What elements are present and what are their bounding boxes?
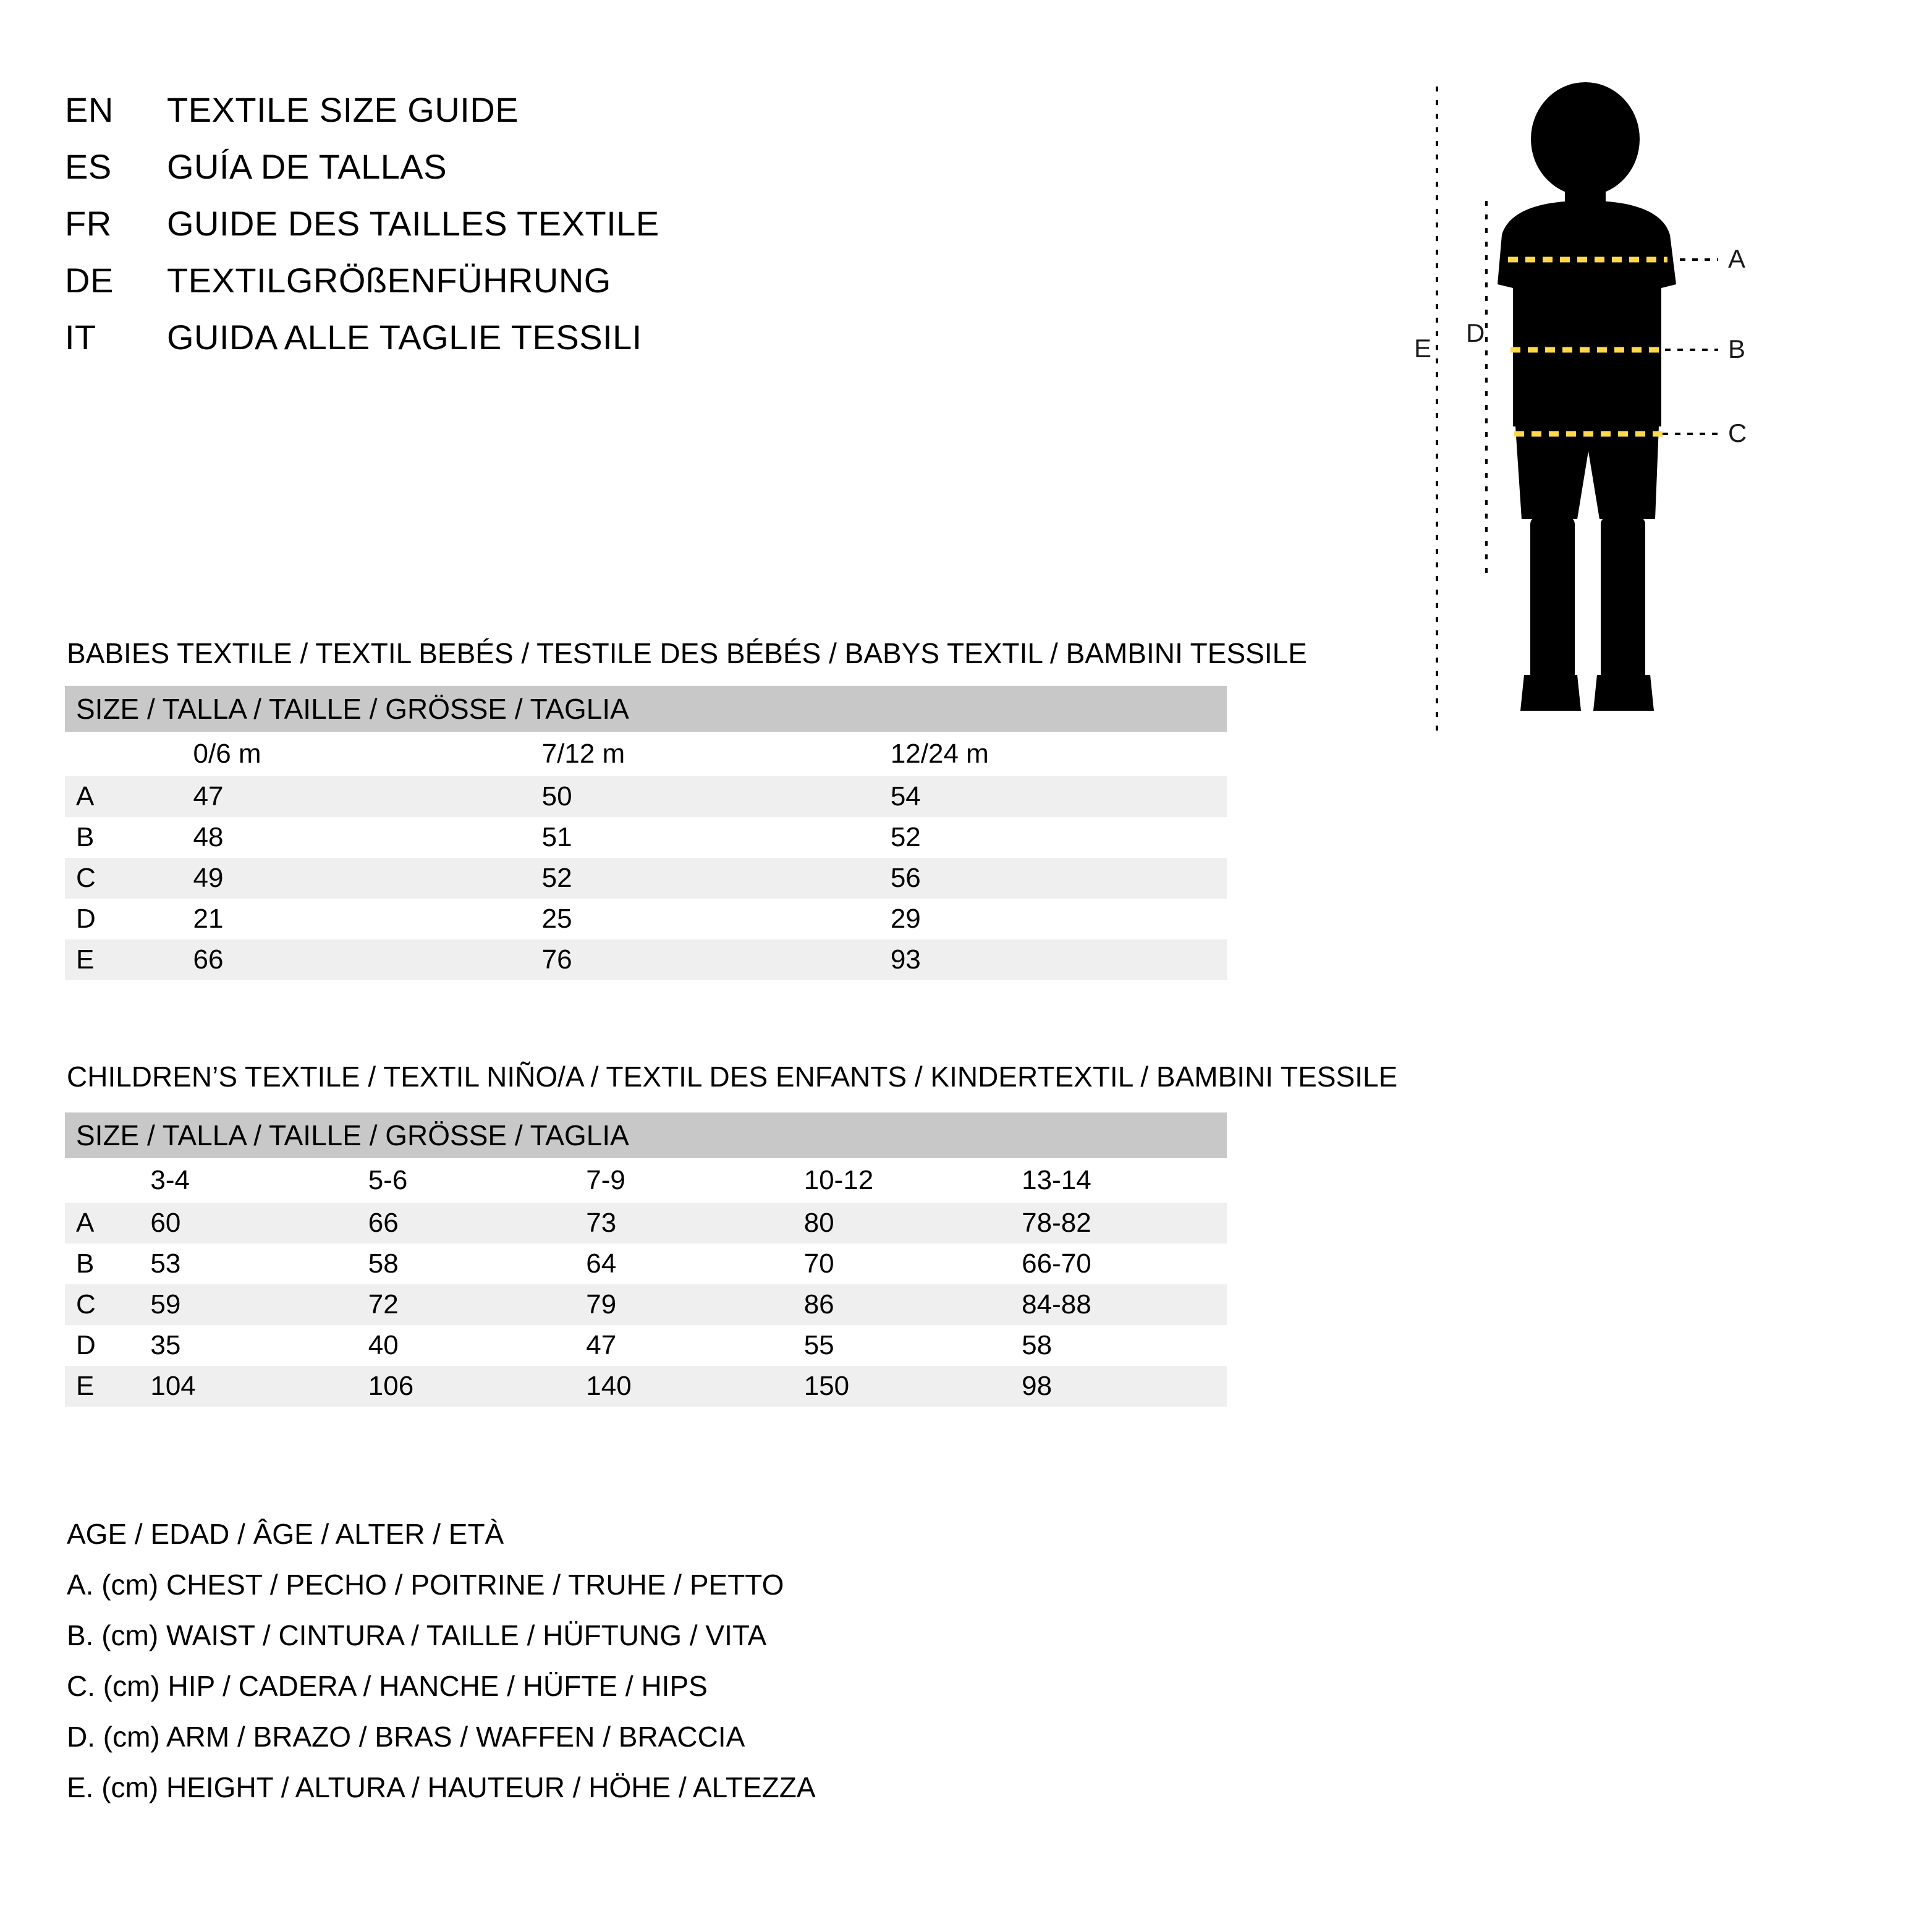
children-band-label: SIZE / TALLA / TAILLE / GRÖSSE / TAGLIA [65, 1112, 1227, 1158]
cell-value: 53 [138, 1244, 355, 1284]
cell-value: 21 [181, 899, 530, 939]
table-row [65, 1366, 1227, 1407]
cell-value: 66-70 [1009, 1244, 1227, 1284]
table-row [65, 939, 1227, 980]
column-header: 7/12 m [530, 732, 878, 776]
cell-value: 78-82 [1009, 1203, 1227, 1244]
column-header: 0/6 m [181, 732, 530, 776]
cell-value: 55 [792, 1325, 1009, 1366]
cell-value: 80 [792, 1203, 1009, 1244]
language-title: TEXTILE SIZE GUIDE [167, 90, 519, 129]
cell-value: 47 [574, 1325, 791, 1366]
language-code: FR [65, 204, 112, 243]
cell-value: 51 [530, 817, 878, 858]
legend-item: E. (cm) HEIGHT / ALTURA / HAUTEUR / HÖHE / ALTEZZA [67, 1771, 816, 1803]
row-label: D [65, 1325, 138, 1366]
cell-value: 49 [181, 858, 530, 899]
legend-item: A. (cm) CHEST / PECHO / POITRINE / TRUHE / PETTO [67, 1569, 784, 1601]
row-label: C [65, 1284, 138, 1325]
row-label: A [65, 1203, 138, 1244]
measurement-figure [1409, 80, 1854, 760]
language-row [65, 260, 1239, 317]
column-header: 5-6 [356, 1158, 574, 1203]
table-row [65, 1325, 1227, 1366]
language-title: GUIDA ALLE TAGLIE TESSILI [167, 318, 642, 357]
cell-value: 35 [138, 1325, 355, 1366]
table-header-band [65, 686, 1227, 732]
table-header-band [65, 1112, 1227, 1158]
cell-value: 106 [356, 1366, 574, 1407]
corner-cell [65, 1158, 138, 1203]
column-header: 13-14 [1009, 1158, 1227, 1203]
row-label: D [65, 899, 181, 939]
row-label: A [65, 776, 181, 817]
table-row [65, 1284, 1227, 1325]
children-section-title: CHILDREN’S TEXTILE / TEXTIL NIÑO/A / TEXTIL DES ENFANTS / KINDERTEXTIL / BAMBINI TESSILE [67, 1061, 1398, 1093]
table-row [65, 1203, 1227, 1244]
cell-value: 47 [181, 776, 530, 817]
cell-value: 98 [1009, 1366, 1227, 1407]
marker-label-e: E [1414, 334, 1432, 363]
row-label: B [65, 817, 181, 858]
table-column-header-row [65, 1158, 1227, 1203]
cell-value: 56 [878, 858, 1227, 899]
babies-size-table [65, 686, 1227, 980]
cell-value: 25 [530, 899, 878, 939]
cell-value: 150 [792, 1366, 1009, 1407]
cell-value: 140 [574, 1366, 791, 1407]
table-column-header-row [65, 732, 1227, 776]
legend-item: B. (cm) WAIST / CINTURA / TAILLE / HÜFTUNG / VITA [67, 1619, 767, 1651]
column-header: 12/24 m [878, 732, 1227, 776]
language-title: GUIDE DES TAILLES TEXTILE [167, 204, 659, 243]
table-row [65, 1244, 1227, 1284]
language-title: TEXTILGRÖßENFÜHRUNG [167, 261, 611, 300]
marker-label-d: D [1466, 318, 1485, 347]
cell-value: 73 [574, 1203, 791, 1244]
row-label: E [65, 1366, 138, 1407]
marker-label-b: B [1728, 334, 1746, 363]
cell-value: 66 [181, 939, 530, 980]
cell-value: 60 [138, 1203, 355, 1244]
cell-value: 52 [878, 817, 1227, 858]
marker-label-c: C [1728, 418, 1747, 447]
language-row [65, 317, 1239, 374]
cell-value: 93 [878, 939, 1227, 980]
table-row [65, 817, 1227, 858]
table-row [65, 858, 1227, 899]
table-row [65, 899, 1227, 939]
column-header: 3-4 [138, 1158, 355, 1203]
cell-value: 54 [878, 776, 1227, 817]
row-label: C [65, 858, 181, 899]
language-code: EN [65, 90, 114, 129]
babies-section-title: BABIES TEXTILE / TEXTIL BEBÉS / TESTILE DES BÉBÉS / BABYS TEXTIL / BAMBINI TESSILE [67, 637, 1307, 669]
cell-value: 84-88 [1009, 1284, 1227, 1325]
row-label: E [65, 939, 181, 980]
language-title: GUÍA DE TALLAS [167, 147, 447, 186]
legend-item: AGE / EDAD / ÂGE / ALTER / ETÀ [67, 1518, 504, 1550]
language-header-block [65, 90, 1239, 374]
cell-value: 50 [530, 776, 878, 817]
language-row [65, 203, 1239, 260]
cell-value: 59 [138, 1284, 355, 1325]
corner-cell [65, 732, 181, 776]
cell-value: 79 [574, 1284, 791, 1325]
measurement-legend [67, 1517, 816, 1821]
cell-value: 70 [792, 1244, 1009, 1284]
language-code: ES [65, 147, 112, 186]
cell-value: 86 [792, 1284, 1009, 1325]
row-label: B [65, 1244, 138, 1284]
language-row [65, 146, 1239, 203]
child-silhouette-icon [1409, 80, 1854, 760]
cell-value: 40 [356, 1325, 574, 1366]
legend-item: C. (cm) HIP / CADERA / HANCHE / HÜFTE / HIPS [67, 1670, 708, 1702]
legend-item: D. (cm) ARM / BRAZO / BRAS / WAFFEN / BRACCIA [67, 1721, 745, 1753]
cell-value: 66 [356, 1203, 574, 1244]
language-code: IT [65, 318, 96, 357]
cell-value: 58 [356, 1244, 574, 1284]
babies-band-label: SIZE / TALLA / TAILLE / GRÖSSE / TAGLIA [65, 686, 1227, 732]
cell-value: 72 [356, 1284, 574, 1325]
marker-label-a: A [1728, 244, 1746, 273]
column-header: 10-12 [792, 1158, 1009, 1203]
cell-value: 64 [574, 1244, 791, 1284]
cell-value: 29 [878, 899, 1227, 939]
column-header: 7-9 [574, 1158, 791, 1203]
language-row [65, 90, 1239, 146]
language-code: DE [65, 261, 114, 300]
children-size-table [65, 1112, 1227, 1407]
table-row [65, 776, 1227, 817]
cell-value: 52 [530, 858, 878, 899]
cell-value: 58 [1009, 1325, 1227, 1366]
cell-value: 104 [138, 1366, 355, 1407]
cell-value: 76 [530, 939, 878, 980]
cell-value: 48 [181, 817, 530, 858]
